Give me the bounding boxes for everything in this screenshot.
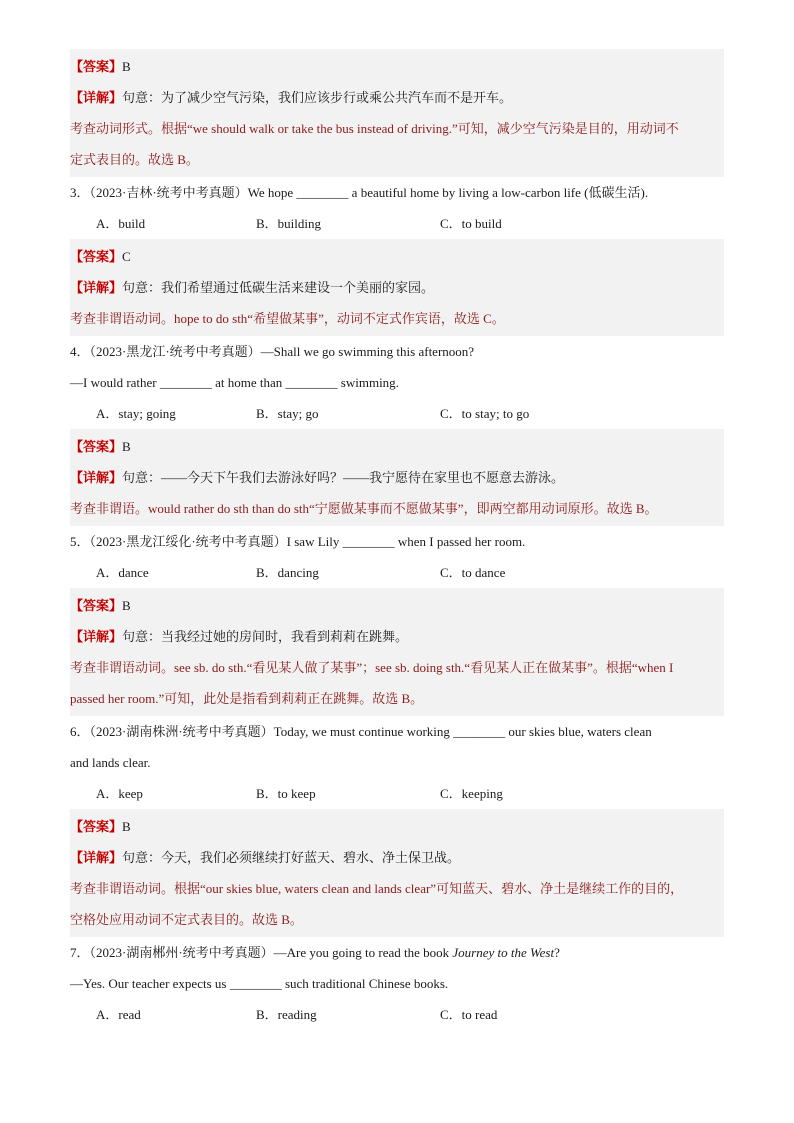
answer-tag: 【答案】 <box>70 439 123 454</box>
detail-text: 句意：——今天下午我们去游泳好吗？——我宁愿待在家里也不愿意去游泳。 <box>122 470 565 485</box>
option-c: C．to build <box>440 216 502 231</box>
detail-line <box>70 462 724 493</box>
explanation-line-1: 考查非谓语动词。hope to do sth“希望做某事”，动词不定式作宾语，故选 C。 <box>70 311 505 326</box>
explanation-line-1: 考查非谓语。would rather do sth than do sth“宁愿做某事而不愿做某事”，即两空都用动词原形。故选 B。 <box>70 501 658 516</box>
book-title: Journey to the West <box>452 945 555 960</box>
answer-block-4 <box>70 429 724 526</box>
option-b: B．to keep <box>256 786 316 801</box>
question-5-stem: 5．（2023·黑龙江绥化·统考中考真题）I saw Lily ________ when I passed her room. <box>70 534 526 549</box>
answer-line <box>70 241 724 272</box>
answer-line <box>70 590 724 621</box>
question-6-stem-1: 6．（2023·湖南株洲·统考中考真题）Today, we must continue working ________ our skies blue, waters clean <box>70 724 652 739</box>
detail-tag: 【详解】 <box>70 280 123 295</box>
option-a: A．build <box>96 216 146 231</box>
detail-line <box>70 842 724 873</box>
question-3-stem: 3．（2023·吉林·统考中考真题）We hope ________ a beautiful home by living a low-carbon life (低碳生活). <box>70 185 649 200</box>
question-6-options <box>70 778 724 809</box>
answer-block-2 <box>70 49 724 177</box>
answer-value: B <box>122 439 131 454</box>
detail-tag: 【详解】 <box>70 629 123 644</box>
option-b: B．building <box>256 216 322 231</box>
detail-text: 句意：今天，我们必须继续打好蓝天、碧水、净土保卫战。 <box>122 850 461 865</box>
stem-text: 7．（2023·湖南郴州·统考中考真题）—Are you going to read the book <box>70 945 453 960</box>
detail-tag: 【详解】 <box>70 470 123 485</box>
explanation-line-2: 空格处应用动词不定式表目的。故选 B。 <box>70 912 303 927</box>
option-a: A．stay; going <box>96 406 176 421</box>
answer-value: B <box>122 59 131 74</box>
answer-tag: 【答案】 <box>70 819 123 834</box>
question-4-options <box>70 398 724 429</box>
answer-tag: 【答案】 <box>70 59 123 74</box>
option-b: B．stay; go <box>256 406 319 421</box>
option-a: A．dance <box>96 565 149 580</box>
option-a: A．read <box>96 1007 141 1022</box>
detail-line <box>70 621 724 652</box>
answer-line <box>70 431 724 462</box>
answer-value: B <box>122 819 131 834</box>
explanation-line-2: passed her room.”可知，此处是指看到莉莉正在跳舞。故选 B。 <box>70 691 424 706</box>
option-c: C．to read <box>440 1007 498 1022</box>
detail-text: 句意：当我经过她的房间时，我看到莉莉在跳舞。 <box>122 629 409 644</box>
explanation-line-1: 考查非谓语动词。see sb. do sth.“看见某人做了某事”；see sb. doing sth.“看见某人正在做某事”。根据“when I <box>70 660 674 675</box>
detail-text: 句意：我们希望通过低碳生活来建设一个美丽的家园。 <box>122 280 435 295</box>
explanation-line-1: 考查动词形式。根据“we should walk or take the bus instead of driving.”可知，减少空气污染是目的，用动词不 <box>70 121 679 136</box>
option-c: C．to dance <box>440 565 506 580</box>
detail-line <box>70 272 724 303</box>
question-5-options <box>70 557 724 588</box>
answer-line <box>70 811 724 842</box>
answer-block-6 <box>70 809 724 937</box>
question-4-stem-2: —I would rather ________ at home than ________ swimming. <box>70 375 399 390</box>
explanation-line-2: 定式表目的。故选 B。 <box>70 152 199 167</box>
document-page <box>70 49 724 1030</box>
answer-tag: 【答案】 <box>70 598 123 613</box>
question-6-stem-2: and lands clear. <box>70 755 151 770</box>
answer-value: B <box>122 598 131 613</box>
option-c: C．keeping <box>440 786 503 801</box>
answer-block-3 <box>70 239 724 336</box>
question-7-stem-2: —Yes. Our teacher expects us ________ such traditional Chinese books. <box>70 976 449 991</box>
answer-tag: 【答案】 <box>70 249 123 264</box>
option-b: B．dancing <box>256 565 319 580</box>
question-7-stem-1 <box>70 937 724 968</box>
answer-value: C <box>122 249 131 264</box>
question-7-options <box>70 999 724 1030</box>
explanation-line-1: 考查非谓语动词。根据“our skies blue, waters clean and lands clear”可知蓝天、碧水、净土是继续工作的目的， <box>70 881 684 896</box>
option-c: C．to stay; to go <box>440 406 530 421</box>
detail-text: 句意：为了减少空气污染，我们应该步行或乘公共汽车而不是开车。 <box>122 90 513 105</box>
option-b: B．reading <box>256 1007 317 1022</box>
answer-line <box>70 51 724 82</box>
option-a: A．keep <box>96 786 143 801</box>
stem-punct: ? <box>554 945 560 960</box>
question-4-stem-1: 4．（2023·黑龙江·统考中考真题）—Shall we go swimming this afternoon? <box>70 344 475 359</box>
detail-tag: 【详解】 <box>70 850 123 865</box>
question-3-options <box>70 208 724 239</box>
answer-block-5 <box>70 588 724 716</box>
detail-tag: 【详解】 <box>70 90 123 105</box>
detail-line <box>70 82 724 113</box>
